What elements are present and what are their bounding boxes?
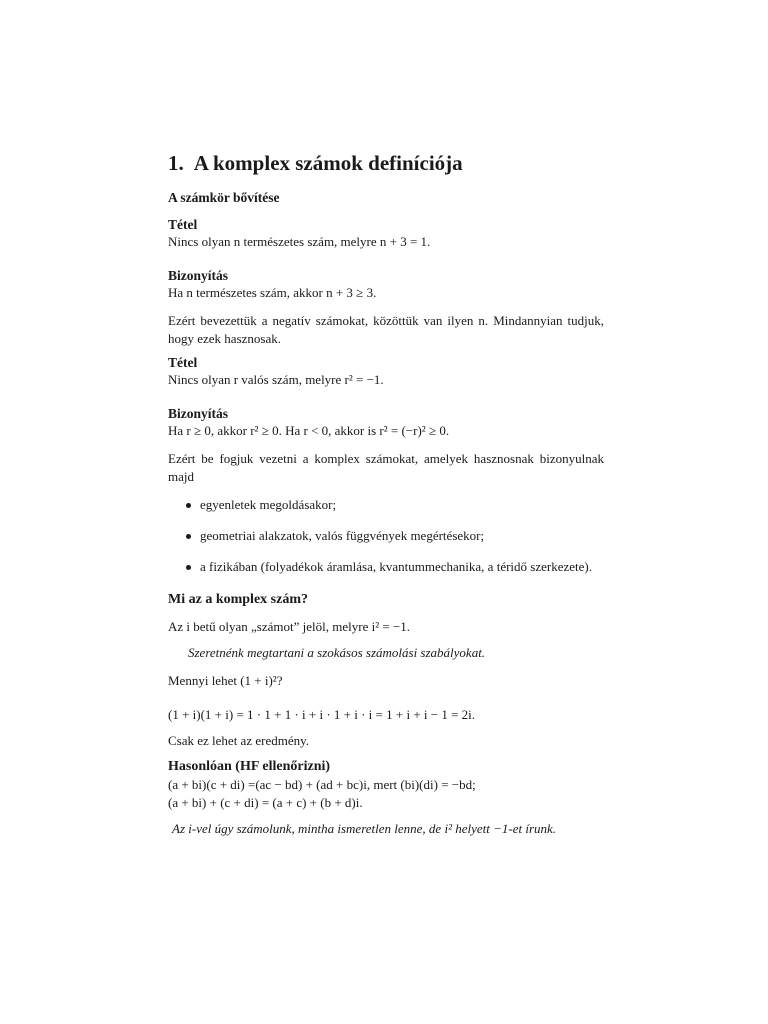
theorem-2-text: Nincs olyan r valós szám, melyre r² = −1.	[168, 372, 384, 387]
subsection-heading: A számkör bővítése	[168, 190, 280, 205]
proof-1-text: Ha n természetes szám, akkor n + 3 ≥ 3.	[168, 285, 377, 300]
final-note: Az i-vel úgy számolunk, mintha ismeretlen lenne, de i² helyett −1-et írunk.	[172, 821, 557, 836]
list-item: geometriai alakzatok, valós függvények megértésekor;	[186, 527, 604, 545]
similarly-block	[168, 758, 604, 812]
expansion-equation: (1 + i)(1 + i) = 1 · 1 + 1 · i + i · 1 + i · i = 1 + i + i − 1 = 2i.	[168, 707, 476, 722]
proof-2-label: Bizonyítás	[168, 406, 229, 421]
keep-rules-note: Szeretnénk megtartani a szokásos számolási szabályokat.	[188, 645, 486, 660]
square-question: Mennyi lehet (1 + i)²?	[168, 673, 283, 688]
similarly-heading: Hasonlóan (HF ellenőrizni)	[168, 759, 331, 774]
theorem-2	[168, 354, 604, 389]
list-item: egyenletek megoldásakor;	[186, 496, 604, 514]
bullet-icon	[186, 565, 191, 570]
section-title: A komplex számok definíciója	[193, 151, 463, 175]
i-definition: Az i betű olyan „számot” jelöl, melyre i² = −1.	[168, 619, 411, 634]
theorem-1	[168, 216, 604, 251]
proof-2-text: Ha r ≥ 0, akkor r² ≥ 0. Ha r < 0, akkor is r² = (−r)² ≥ 0.	[168, 423, 450, 438]
section-number: 1.	[168, 151, 184, 175]
paragraph-negative-numbers: Ezért bevezettük a negatív számokat, közöttük van ilyen n. Mindannyian tudjuk, hogy ezek hasznosak.	[168, 313, 604, 346]
section-2-heading: Mi az a komplex szám?	[168, 592, 308, 607]
document-page	[168, 150, 604, 838]
section-heading	[168, 150, 604, 176]
proof-2	[168, 405, 604, 440]
proof-1-label: Bizonyítás	[168, 268, 229, 283]
bullet-icon	[186, 503, 191, 508]
theorem-2-label: Tétel	[168, 355, 198, 370]
only-result-text: Csak ez lehet az eredmény.	[168, 733, 310, 748]
proof-1	[168, 267, 604, 302]
list-item: a fizikában (folyadékok áramlása, kvantummechanika, a téridő szerkezete).	[186, 558, 604, 576]
theorem-1-text: Nincs olyan n természetes szám, melyre n + 3 = 1.	[168, 234, 431, 249]
bullet-icon	[186, 534, 191, 539]
usage-list	[186, 496, 604, 576]
product-formula: (a + bi)(c + di) =(ac − bd) + (ad + bc)i, mert (bi)(di) = −bd;	[168, 777, 476, 792]
sum-formula: (a + bi) + (c + di) = (a + c) + (b + d)i.	[168, 795, 363, 810]
theorem-1-label: Tétel	[168, 217, 198, 232]
paragraph-complex-numbers: Ezért be fogjuk vezetni a komplex számokat, amelyek hasznosnak bizonyulnak majd	[168, 451, 604, 484]
